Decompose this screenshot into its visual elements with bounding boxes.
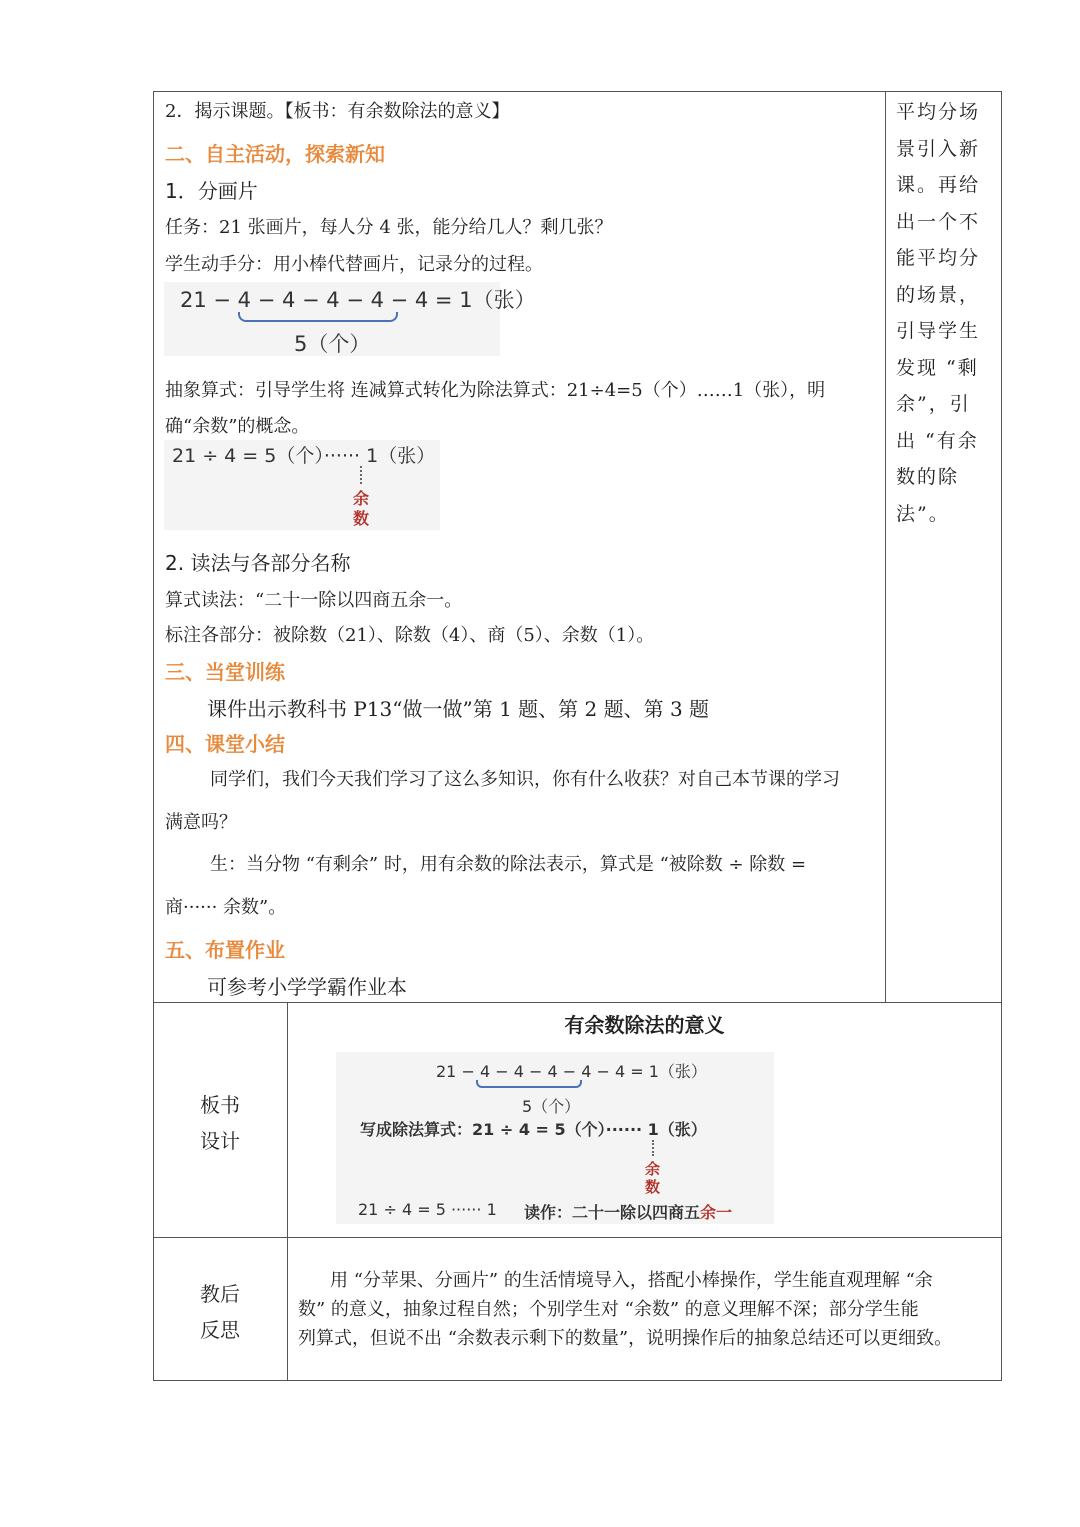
side-note-line: 出 “有余 — [896, 429, 979, 452]
division-figure — [164, 440, 440, 530]
side-note-line: 课。再给 — [896, 174, 981, 196]
side-note-line: 景引入新 — [896, 137, 981, 160]
board-label-line1: 板书 — [200, 1093, 240, 1117]
board-label-line2: 设计 — [200, 1129, 240, 1153]
board-group-count: 5（个） — [522, 1097, 581, 1116]
side-column-divider — [885, 91, 886, 1002]
summary-para1-line2: 满意吗？ — [165, 812, 237, 833]
abstract-line-2: 确“余数”的概念。 — [165, 416, 310, 437]
board-reading-prefix: 读作：二十一除以四商五 — [524, 1203, 701, 1222]
remainder-label-char1: 余 — [353, 489, 370, 508]
row-divider-board — [153, 1002, 1002, 1003]
group-count: 5（个） — [294, 332, 371, 356]
side-note — [896, 94, 994, 532]
section4-heading: 四、课堂小结 — [165, 732, 285, 756]
sub1-title: 1．分画片 — [165, 179, 258, 203]
table-border-bottom — [153, 1380, 1002, 1381]
section5-heading: 五、布置作业 — [165, 938, 285, 962]
side-note-line: 能平均分 — [896, 247, 981, 269]
activity-text: 学生动手分：用小棒代替画片，记录分的过程。 — [165, 254, 543, 275]
reading-text: 算式读法：“二十一除以四商五余一。 — [165, 590, 463, 611]
section2-heading: 二、自主活动，探索新知 — [165, 142, 385, 166]
summary-para1-line1: 同学们，我们今天我们学习了这么多知识，你有什么收获？对自己本节课的学习 — [210, 769, 840, 790]
reflection-line1: 用 “分苹果、分画片” 的生活情境导入，搭配小棒操作，学生能直观理解 “余 — [330, 1270, 933, 1291]
reflection-label-line2: 反思 — [200, 1318, 240, 1342]
subtraction-expression: 21 − 4 − 4 − 4 − 4 − 4 = 1（张） — [180, 288, 536, 312]
row-divider-reflection — [153, 1237, 1002, 1238]
side-note-line: 发现 “剩 — [896, 356, 979, 379]
sub2-title: 2. 读法与各部分名称 — [165, 551, 351, 575]
remainder-label-char2: 数 — [353, 509, 370, 528]
board-short-expression: 21 ÷ 4 = 5 ······ 1 — [358, 1200, 497, 1219]
side-note-line: 的场景， — [896, 283, 981, 306]
task-text: 任务：21 张画片，每人分 4 张，能分给几人？剩几张？ — [165, 217, 613, 238]
board-reading-highlight: 余一 — [700, 1203, 733, 1222]
board-title: 有余数除法的意义 — [564, 1013, 725, 1037]
board-figure — [336, 1052, 774, 1224]
board-remainder-label-char2: 数 — [645, 1178, 661, 1196]
table-border-left — [153, 91, 154, 1381]
group-brace — [238, 312, 398, 322]
section3-text: 课件出示教科书 P13“做一做”第 1 题、第 2 题、第 3 题 — [207, 697, 710, 721]
side-note-line: 平均分场 — [896, 101, 981, 123]
side-note-line: 法”。 — [896, 502, 950, 525]
summary-para2-line1: 生：当分物 “有剩余” 时，用有余数的除法表示，算式是 “被除数 ÷ 除数 = — [210, 854, 807, 875]
board-remainder-label-char1: 余 — [645, 1160, 661, 1178]
reflection-line3: 列算式，但说不出 “余数表示剩下的数量”，说明操作后的抽象总结还可以更细致。 — [298, 1328, 953, 1349]
division-expression: 21 ÷ 4 = 5（个）······ 1（张） — [172, 445, 436, 467]
subtraction-figure — [164, 282, 536, 356]
side-note-line: 数的除 — [896, 466, 960, 488]
table-border-top — [153, 91, 1002, 92]
board-subtraction-expression: 21 − 4 − 4 − 4 − 4 − 4 = 1（张） — [436, 1062, 707, 1081]
board-label — [153, 1087, 287, 1159]
side-note-line: 余”，引 — [896, 393, 971, 415]
remainder-dots — [360, 466, 362, 484]
board-remainder-dots — [652, 1140, 654, 1156]
section3-heading: 三、当堂训练 — [165, 660, 285, 684]
board-group-brace — [476, 1080, 582, 1088]
board-reading — [524, 1200, 732, 1223]
side-note-line: 出一个不 — [896, 210, 981, 233]
table-border-right — [1001, 91, 1002, 1381]
side-note-line: 引导学生 — [896, 320, 981, 342]
section5-text: 可参考小学学霸作业本 — [207, 975, 407, 999]
abstract-line-1: 抽象算式：引导学生将 连减算式转化为除法算式：21÷4=5（个）……1（张），明 — [165, 380, 826, 401]
intro-line: 2．揭示课题。【板书：有余数除法的意义】 — [165, 101, 510, 122]
reflection-label-line1: 教后 — [200, 1282, 240, 1306]
label-column-divider — [287, 1002, 288, 1381]
reflection-label — [153, 1276, 287, 1348]
reflection-text — [298, 1266, 994, 1353]
parts-text: 标注各部分：被除数（21）、除数（4）、商（5）、余数（1）。 — [165, 625, 655, 646]
reflection-line2: 数” 的意义，抽象过程自然；个别学生对 “余数” 的意义理解不深；部分学生能 — [298, 1299, 919, 1320]
board-division-expression: 写成除法算式：21 ÷ 4 = 5（个）······ 1（张） — [360, 1120, 707, 1139]
summary-para2-line2: 商······ 余数”。 — [165, 897, 287, 918]
